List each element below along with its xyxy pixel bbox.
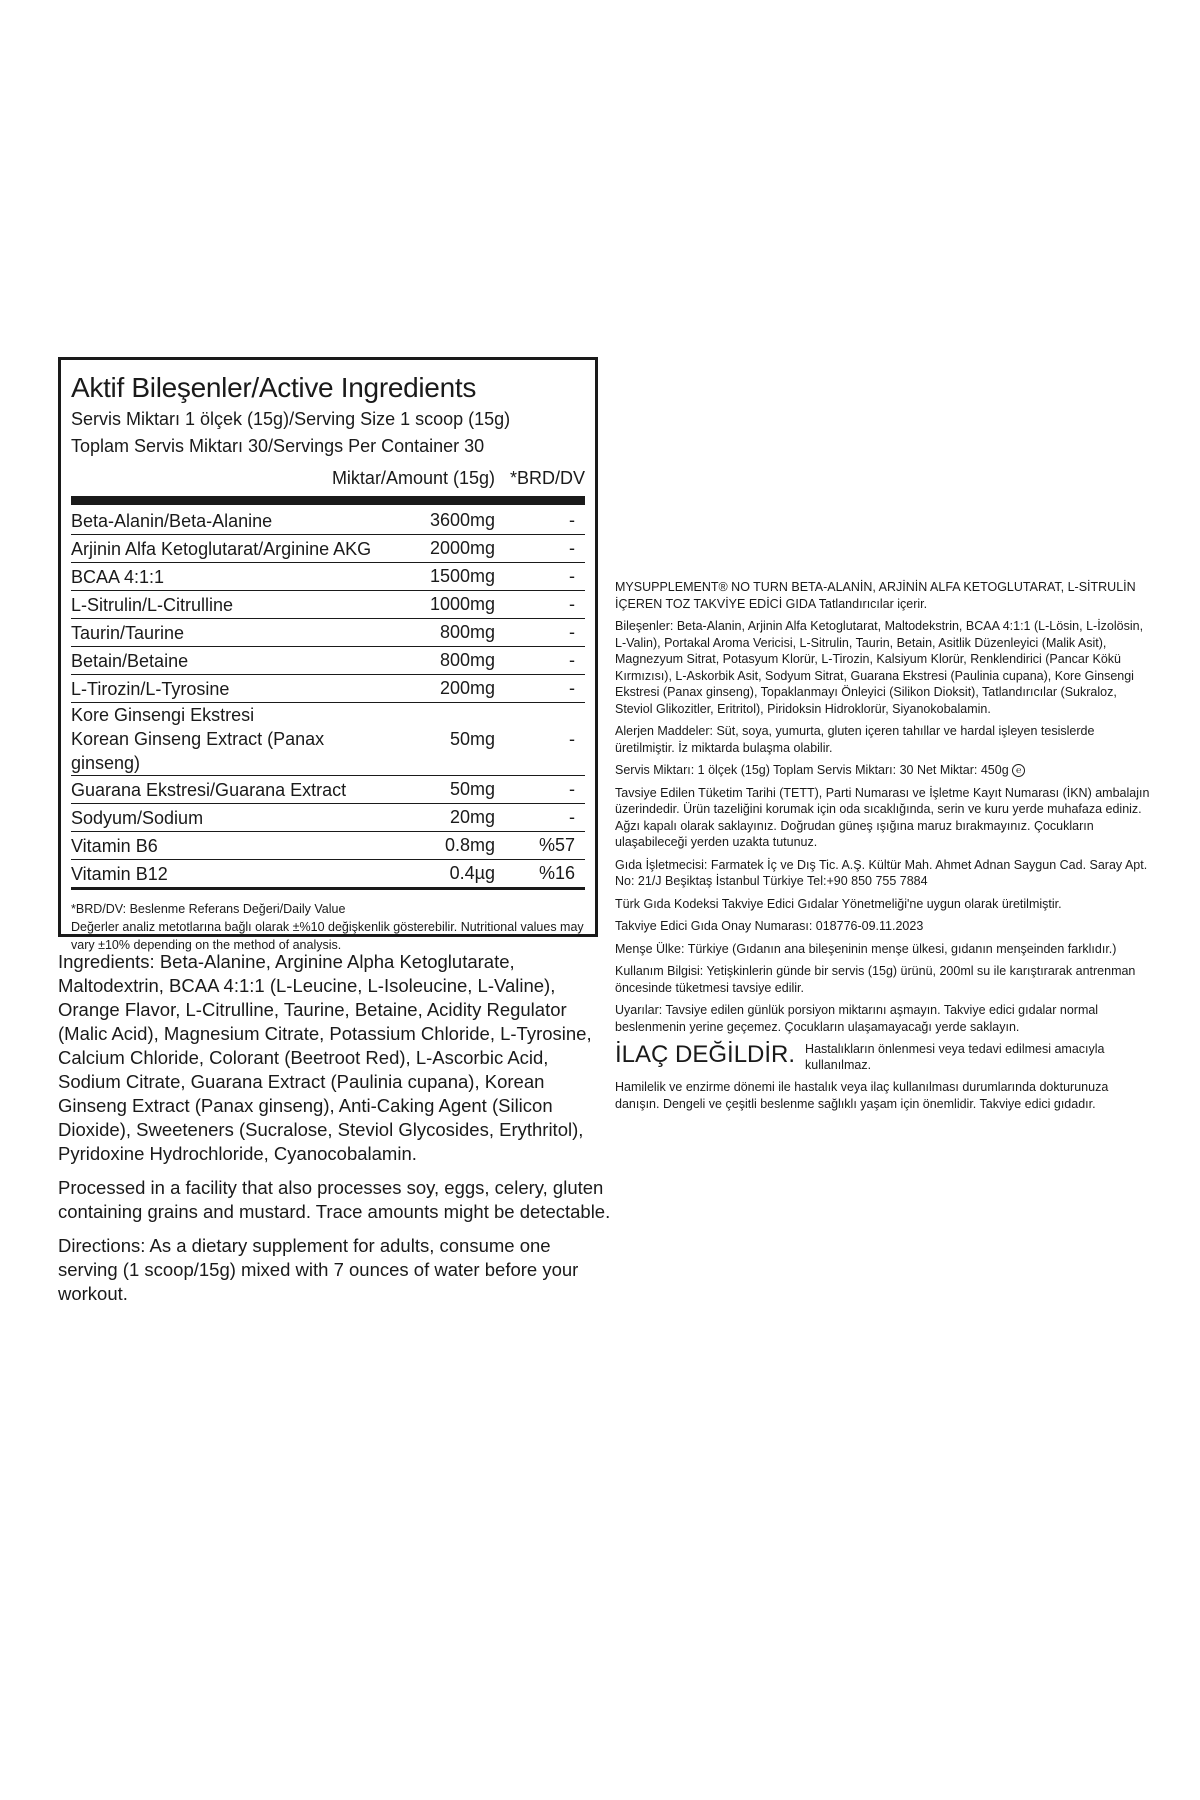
footnote-dv: *BRD/DV: Beslenme Referans Değeri/Daily Value	[71, 902, 346, 916]
table-row	[71, 535, 585, 563]
ingredient-name-line: Taurin/Taurine	[71, 622, 185, 643]
ingredient-name-line: Beta-Alanin/Beta-Alanine	[71, 510, 273, 531]
table-row	[71, 675, 585, 703]
tr-usage: Kullanım Bilgisi: Yetişkinlerin günde bir servis (15g) ürünü, 200ml su ile karıştırarak antrenman öncesinde tüketmesi tavsiye edilir.	[615, 964, 1136, 995]
table-row	[71, 860, 585, 890]
table-row	[71, 804, 585, 832]
directions-text: Directions: As a dietary supplement for adults, consume one serving (1 scoop/15g) mixed with 7 ounces of water before your workout.	[58, 1235, 579, 1304]
ingredient-name-line: BCAA 4:1:1	[71, 566, 165, 587]
footnote	[71, 900, 585, 954]
ingredient-name	[71, 677, 375, 701]
ingredient-name-line: Vitamin B6	[71, 835, 158, 856]
ingredient-name-line: Guarana Ekstresi/Guarana Extract	[71, 779, 347, 800]
ingredient-amount: 50mg	[449, 728, 495, 749]
ingredient-amount: 1000mg	[429, 594, 495, 614]
ingredient-dv: -	[569, 779, 575, 799]
ingredient-name-line: Sodyum/Sodium	[71, 807, 204, 828]
ingredient-name	[71, 862, 375, 886]
english-text	[58, 950, 613, 1316]
ingredient-dv: -	[569, 728, 575, 749]
ingredient-name	[71, 703, 375, 775]
ingredient-dv: -	[569, 566, 575, 586]
table-row	[71, 619, 585, 647]
ingredient-dv: %16	[538, 863, 575, 883]
tr-approval: Takviye Edici Gıda Onay Numarası: 018776-09.11.2023	[615, 919, 924, 933]
ingredient-dv: %57	[538, 835, 575, 855]
ingredient-dv: -	[569, 622, 575, 642]
tr-expiry: Tavsiye Edilen Tüketim Tarihi (TETT), Parti Numarası ve İşletme Kayıt Numarası (İKN) ambalajın üzerindedir. Ürün tazeliğini korumak için oda sıcaklığında, serin ve kuru yerde muhafaza ediniz. Ağzı kapalı olarak saklayınız. Doğrudan güneş ışığına maruz bırakmayınız. Çocukların ulaşabileceği yerden uzakta tutunuz.	[615, 785, 1150, 849]
tr-operator: Gıda İşletmecisi: Farmatek İç ve Dış Tic. A.Ş. Kültür Mah. Ahmet Adnan Saygun Cad. Saray Apt. No: 21/J Beşiktaş İstanbul Türkiye Tel:+90 850 755 7884	[615, 857, 1148, 888]
ingredient-name	[71, 565, 375, 589]
table-row	[71, 507, 585, 535]
ingredient-name-line: Korean Ginseng Extract (Panax ginseng)	[71, 729, 325, 773]
ingredient-dv: -	[569, 594, 575, 614]
header-amount: Miktar/Amount (15g)	[331, 468, 495, 488]
ingredient-name	[71, 778, 375, 802]
not-drug-heading: İLAÇ DEĞİLDİR.	[615, 1041, 796, 1068]
ingredient-amount: 20mg	[449, 807, 495, 827]
panel-title: Aktif Bileşenler/Active Ingredients	[71, 372, 477, 403]
ingredient-amount: 200mg	[439, 678, 495, 698]
ingredient-dv: -	[569, 650, 575, 670]
servings-per-container: Toplam Servis Miktarı 30/Servings Per Container 30	[71, 436, 485, 456]
ingredient-name	[71, 806, 375, 830]
ingredients-text: Ingredients: Beta-Alanine, Arginine Alpha Ketoglutarate, Maltodextrin, BCAA 4:1:1 (L-Leucine, L-Isoleucine, L-Valine), Orange Flavor, L-Citrulline, Taurine, Betaine, Acidity Regulator (Malic Acid), Magnesium Citrate, Potassium Chloride, L-Tyrosine, Calcium Chloride, Colorant (Beetroot Red), L-Ascorbic Acid, Sodium Citrate, Guarana Extract (Paulinia cupana), Korean Ginseng Extract (Panax ginseng), Anti-Caking Agent (Silicon Dioxide), Sweeteners (Sucralose, Steviol Glycosides, Erythritol), Pyridoxine Hydrochloride, Cyanocobalamin.	[58, 951, 592, 1164]
ingredient-amount: 800mg	[439, 650, 495, 670]
ingredient-dv: -	[569, 510, 575, 530]
header-dv: *BRD/DV	[509, 468, 585, 488]
tr-regulation: Türk Gıda Kodeksi Takviye Edici Gıdalar Yönetmeliği'ne uygun olarak üretilmiştir.	[615, 896, 1062, 911]
table-row	[71, 591, 585, 619]
ingredient-name-line: Betain/Betaine	[71, 650, 189, 671]
table-row	[71, 832, 585, 860]
turkish-text	[615, 579, 1150, 1118]
product-name: MYSUPPLEMENT® NO TURN BETA-ALANİN, ARJİNİN ALFA KETOGLUTARAT, L-SİTRULİN İÇEREN TOZ TAKVİYE EDİCİ GIDA Tatlandırıcılar içerir.	[615, 580, 1136, 611]
tr-ingredients: Bileşenler: Beta-Alanin, Arjinin Alfa Ketoglutarat, Maltodekstrin, BCAA 4:1:1 (L-Lösin, L-İzolösin, L-Valin), Portakal Aroma Vericisi, L-Sitrulin, Taurin, Betain, Asitlik Düzenleyici (Malik Asit), Magnezyum Sitrat, Potasyum Klorür, L-Tirozin, Kalsiyum Klorür, Renklendirici (Pancar Kökü Kırmızısı), L-Askorbik Asit, Sodyum Sitrat, Guarana Ekstresi (Paulinia cupana), Kore Ginsengi Ekstresi (Panax ginseng), Topaklanmayı Önleyici (Silikon Dioksit), Tatlandırıcılar (Sukraloz, Steviol Glikozitler, Eritritol), Piridoksin Hidroklorür, Siyanokobalamin.	[615, 619, 1144, 716]
table-header	[71, 464, 585, 505]
table-row	[71, 703, 585, 776]
ingredient-name-line: L-Tirozin/L-Tyrosine	[71, 678, 230, 699]
ingredient-name-line: Kore Ginsengi Ekstresi	[71, 705, 255, 725]
allergen-text: Processed in a facility that also processes soy, eggs, celery, gluten containing grains and mustard. Trace amounts might be detectable.	[58, 1177, 611, 1222]
ingredient-name-line: Arjinin Alfa Ketoglutarat/Arginine AKG	[71, 538, 372, 559]
ingredient-name	[71, 834, 375, 858]
tr-serving-text: Servis Miktarı: 1 ölçek (15g) Toplam Servis Miktarı: 30 Net Miktar: 450g	[615, 763, 1009, 777]
serving-size: Servis Miktarı 1 ölçek (15g)/Serving Size 1 scoop (15g)	[71, 409, 511, 429]
estimated-sign-icon: ℮	[1012, 764, 1025, 777]
table-row	[71, 776, 585, 804]
tr-warnings: Uyarılar: Tavsiye edilen günlük porsiyon miktarını aşmayın. Takviye edici gıdalar normal beslenmenin yerine geçemez. Çocukların ulaşamayacağı yerde saklayın.	[615, 1003, 1099, 1034]
tr-origin: Menşe Ülke: Türkiye (Gıdanın ana bileşeninin menşe ülkesi, gıdanın menşeinden farklıdır.)	[615, 941, 1117, 956]
tr-pregnancy: Hamilelik ve enzirme dönemi ile hastalık veya ilaç kullanılması durumlarında dokturunuza danışın. Dengeli ve çeşitli beslenme sağlıklı yaşam için önemlidir. Takviye edici gıdadır.	[615, 1080, 1109, 1111]
not-drug-note: Hastalıkların önlenmesi veya tedavi edilmesi amacıyla kullanılmaz.	[805, 1042, 1105, 1072]
ingredient-amount: 800mg	[439, 622, 495, 642]
ingredient-dv: -	[569, 807, 575, 827]
ingredient-name-line: L-Sitrulin/L-Citrulline	[71, 594, 234, 615]
ingredient-amount: 2000mg	[429, 538, 495, 558]
ingredient-dv: -	[569, 538, 575, 558]
not-drug-notice	[615, 1041, 1150, 1073]
ingredient-name	[71, 509, 375, 533]
table-row	[71, 563, 585, 591]
ingredient-dv: -	[569, 678, 575, 698]
ingredient-name	[71, 593, 375, 617]
ingredient-name	[71, 621, 375, 645]
ingredient-name-line: Vitamin B12	[71, 863, 168, 884]
table-row	[71, 647, 585, 675]
tr-serving	[615, 762, 1150, 779]
supplement-facts-panel	[58, 357, 598, 952]
ingredient-name	[71, 537, 375, 561]
footnote-variance: Değerler analiz metotlarına bağlı olarak ±%10 değişkenlik gösterebilir. Nutritional values may vary ±10% depending on the method of analysis.	[71, 920, 584, 952]
ingredient-amount: 3600mg	[429, 510, 495, 530]
ingredient-table	[71, 507, 585, 890]
tr-allergen: Alerjen Maddeler: Süt, soya, yumurta, gluten içeren tahıllar ve hardal işleyen tesislerde üretilmiştir. İz miktarda bulaşma olabilir.	[615, 724, 1095, 755]
ingredient-amount: 0.4µg	[449, 863, 495, 883]
ingredient-name	[71, 649, 375, 673]
ingredient-amount: 0.8mg	[444, 835, 495, 855]
ingredient-amount: 1500mg	[429, 566, 495, 586]
ingredient-amount: 50mg	[449, 779, 495, 799]
